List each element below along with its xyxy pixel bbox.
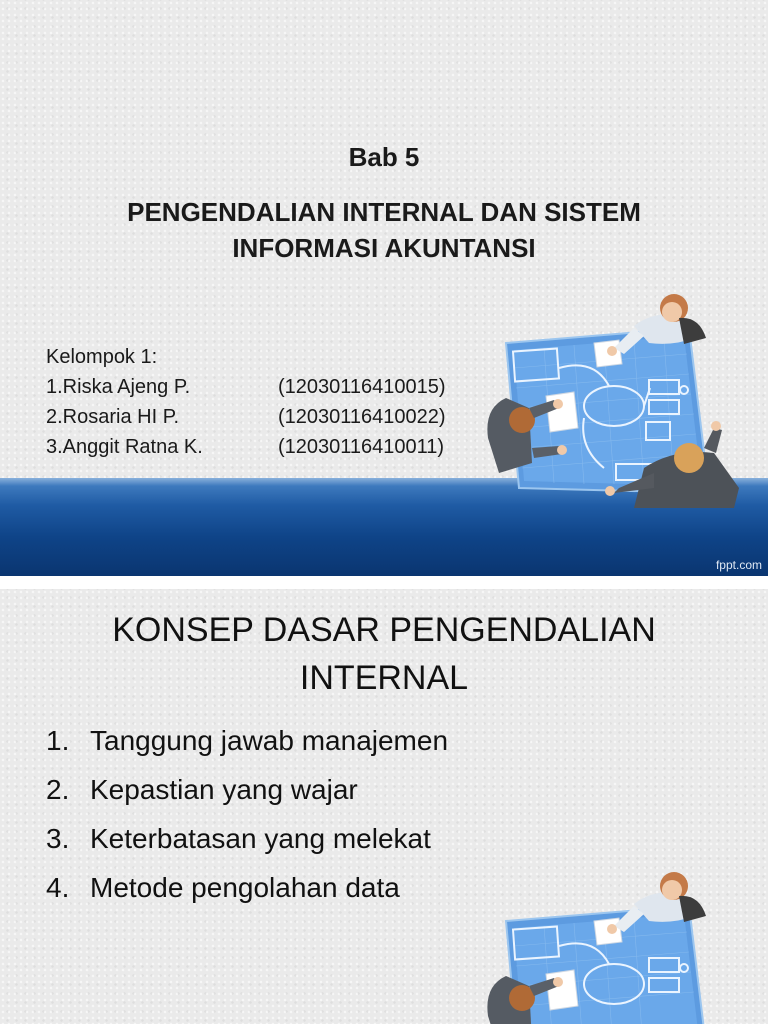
list-item xyxy=(46,716,448,765)
heading-line-2: INTERNAL xyxy=(299,659,469,697)
list-number: 2. xyxy=(46,774,70,805)
title-line-1: PENGENDALIAN INTERNAL DAN SISTEM xyxy=(127,197,641,227)
member-name: 1.Riska Ajeng P. xyxy=(46,376,191,398)
list-number: 1. xyxy=(46,725,70,756)
member-nim: (12030116410011) xyxy=(278,436,445,458)
illustration-figures xyxy=(487,872,709,1024)
member-nim: (12030116410022) xyxy=(278,406,446,428)
list-item xyxy=(46,765,448,814)
illustration-figures xyxy=(487,294,739,508)
concept-list xyxy=(46,716,448,912)
list-text: Tanggung jawab manajemen xyxy=(90,725,449,756)
team-planning-illustration xyxy=(484,288,744,508)
member-nim: (12030116410015) xyxy=(278,376,446,398)
list-number: 4. xyxy=(46,872,70,903)
list-text: Metode pengolahan data xyxy=(90,872,400,903)
list-item xyxy=(46,863,448,912)
section-heading xyxy=(0,606,768,702)
member-name: 2.Rosaria HI P. xyxy=(46,406,180,428)
presentation-title xyxy=(0,194,768,266)
chapter-title: Bab 5 xyxy=(348,142,420,172)
title-line-2: INFORMASI AKUNTANSI xyxy=(232,233,536,263)
team-planning-illustration xyxy=(484,866,744,1024)
watermark: fppt.com xyxy=(715,558,762,572)
group-label: Kelompok 1: xyxy=(46,346,158,368)
list-text: Kepastian yang wajar xyxy=(90,774,358,805)
list-item xyxy=(46,814,448,863)
list-text: Keterbatasan yang melekat xyxy=(90,823,431,854)
member-name: 3.Anggit Ratna K. xyxy=(46,436,203,458)
list-number: 3. xyxy=(46,823,70,854)
heading-line-1: KONSEP DASAR PENGENDALIAN xyxy=(112,611,656,649)
